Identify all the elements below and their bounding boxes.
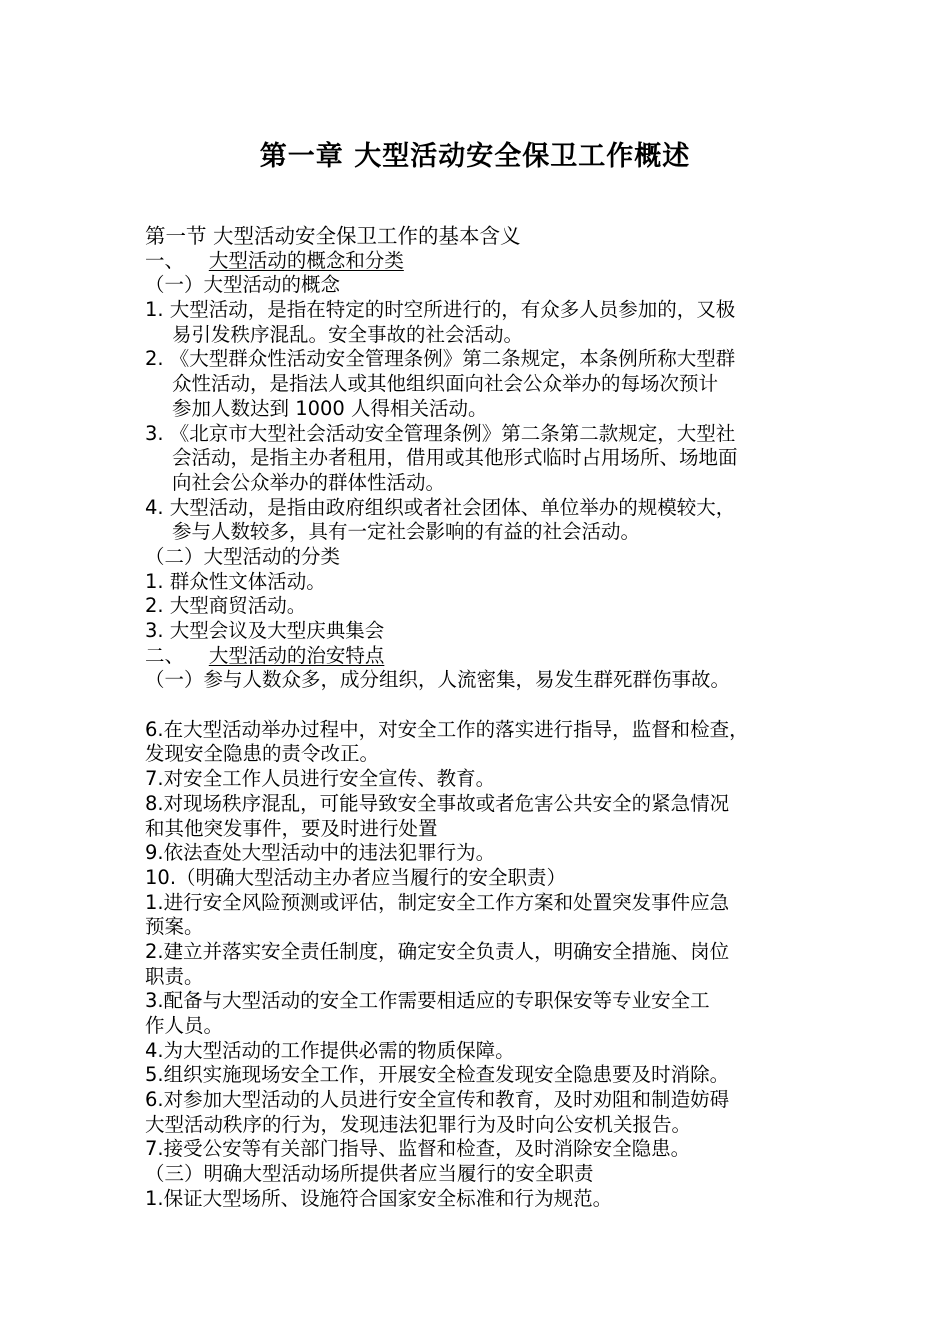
text-line: 8.对现场秩序混乱，可能导致安全事故或者危害公共安全的紧急情况 [145, 791, 730, 815]
text-line: 发现安全隐患的责令改正。 [145, 742, 380, 766]
list-item: 3. 大型会议及大型庆典集会 [145, 619, 385, 642]
part-title: 大型活动的概念和分类 [208, 248, 404, 272]
text-line: 6.在大型活动举办过程中，对安全工作的落实进行指导，监督和检查， [145, 717, 749, 741]
text-line: 1.保证大型场所、设施符合国家安全标准和行为规范。 [145, 1186, 613, 1210]
text-line: 1. 大型活动，是指在特定的时空所进行的，有众多人员参加的，又极 [145, 298, 736, 322]
text-line: 9.依法查处大型活动中的违法犯罪行为。 [145, 841, 496, 865]
section-heading: 第一节 大型活动安全保卫工作的基本含义 [145, 224, 521, 248]
text-line: 预案。 [145, 915, 204, 939]
text-line: 1.进行安全风险预测或评估，制定安全工作方案和处置突发事件应急 [145, 890, 730, 914]
text-line: 作人员。 [145, 1014, 224, 1037]
part-title: 大型活动的治安特点 [208, 643, 385, 667]
text-line: 4.为大型活动的工作提供必需的物质保障。 [145, 1038, 515, 1062]
text-line: 向社会公众举办的群体性活动。 [172, 470, 446, 494]
part-number: 二、 [145, 643, 185, 667]
list-item: 1. 群众性文体活动。 [145, 569, 326, 593]
blank-line [145, 693, 820, 718]
subheading: （一）大型活动的概念 [145, 273, 341, 297]
text-line: 7.接受公安等有关部门指导、监督和检查，及时消除安全隐患。 [145, 1137, 691, 1161]
subheading: （一）参与人数众多，成分组织，人流密集，易发生群死群伤事故。 [145, 668, 731, 692]
text-line: 会活动，是指主办者租用，借用或其他形式临时占用场所、场地面 [172, 446, 738, 470]
text-line: 5.组织实施现场安全工作，开展安全检查发现安全隐患要及时消除。 [145, 1063, 730, 1087]
text-line: 2.建立并落实安全责任制度，确定安全负责人，明确安全措施、岗位 [145, 939, 730, 963]
part-heading-2 [145, 644, 820, 669]
chapter-title: 第一章 大型活动安全保卫工作概述 [259, 141, 691, 172]
part-heading-1 [145, 249, 820, 274]
part-number: 一、 [145, 248, 185, 272]
text-line: 众性活动，是指法人或其他组织面向社会公众举办的每场次预计 [172, 372, 719, 396]
text-line: 10.（明确大型活动主办者应当履行的安全职责） [145, 865, 567, 889]
text-line: 参加人数达到 1000 人得相关活动。 [172, 396, 488, 420]
text-line: 6.对参加大型活动的人员进行安全宣传和教育，及时劝阻和制造妨碍 [145, 1088, 730, 1112]
text-line: 职责。 [145, 964, 204, 988]
text-line: 4. 大型活动，是指由政府组织或者社会团体、单位举办的规模较大， [145, 495, 736, 519]
text-line: 3.配备与大型活动的安全工作需要相适应的专职保安等专业安全工 [145, 989, 710, 1013]
list-item: 2. 大型商贸活动。 [145, 594, 307, 618]
text-line: 参与人数较多，具有一定社会影响的有益的社会活动。 [172, 520, 641, 544]
text-line: 2. 《大型群众性活动安全管理条例》第二条规定，本条例所称大型群 [145, 347, 736, 371]
text-line: 大型活动秩序的行为，发现违法犯罪行为及时向公安机关报告。 [145, 1112, 692, 1136]
subheading: （二）大型活动的分类 [145, 544, 341, 568]
document-body [145, 224, 820, 1212]
text-line: 3. 《北京市大型社会活动安全管理条例》第二条第二款规定，大型社 [145, 421, 736, 445]
text-line: 和其他突发事件，要及时进行处置 [145, 816, 438, 840]
subheading: （三）明确大型活动场所提供者应当履行的安全职责 [145, 1162, 594, 1186]
text-line: 易引发秩序混乱。安全事故的社会活动。 [172, 322, 524, 346]
text-line: 7.对安全工作人员进行安全宣传、教育。 [145, 767, 496, 791]
